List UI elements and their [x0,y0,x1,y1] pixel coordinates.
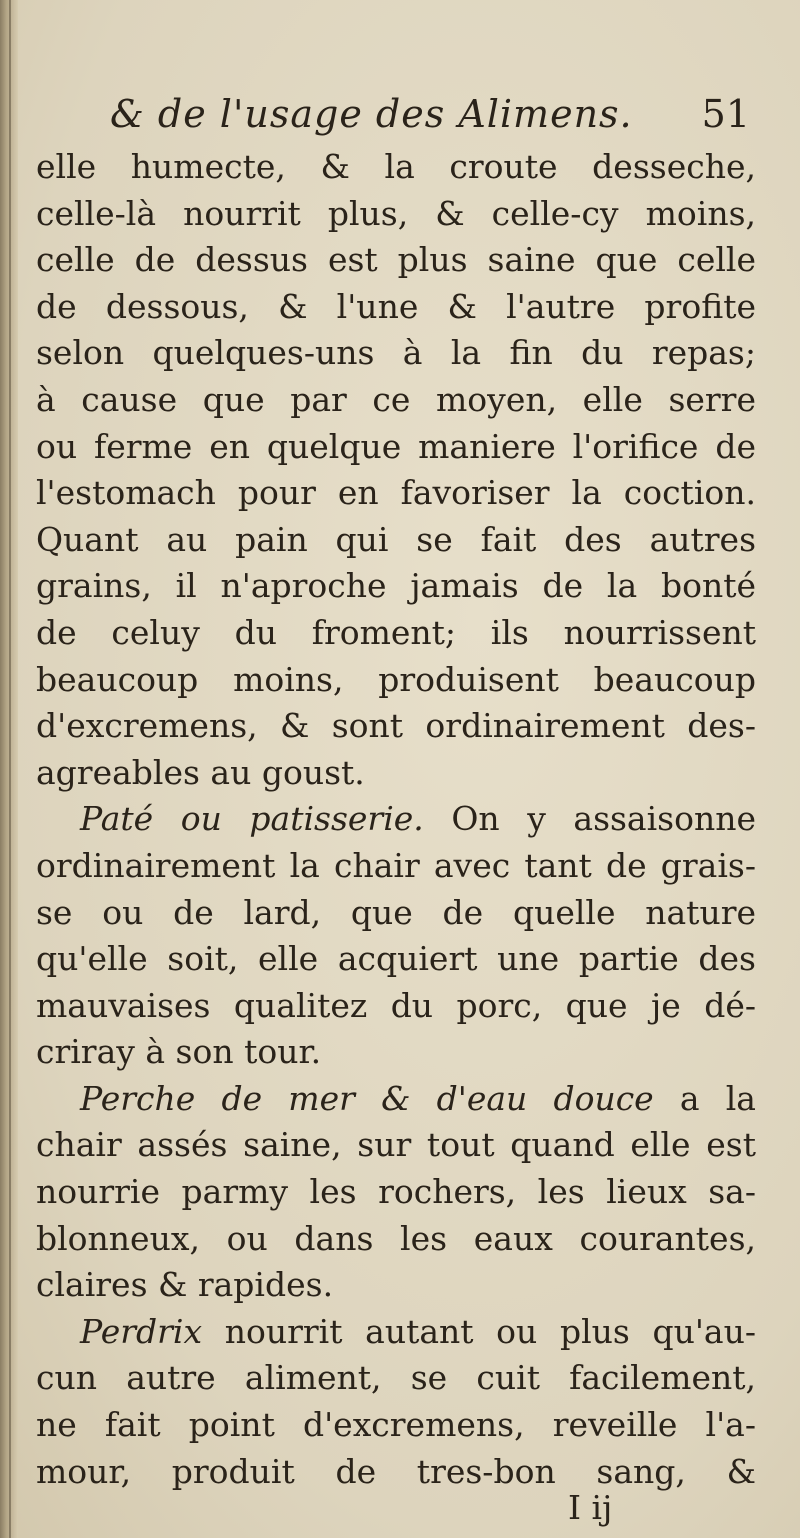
text-line: chair assés saine, sur tout quand elle est [36,1125,756,1165]
text-line: celle-là nourrit plus, & celle-cy moins, [36,193,756,233]
text-line: de dessous, & l'une & l'autre profite [36,286,756,326]
entry-perche-first-line [36,1076,756,1123]
text-line: ou ferme en quelque maniere l'orifice de [36,426,756,466]
text-line: mauvaises qualitez du porc, que je dé- [36,985,756,1025]
text-line: ne fait point d'excremens, reveille l'a- [36,1405,756,1445]
page-number: 51 [701,92,750,136]
text-line: ordinairement la chair avec tant de grais- [36,845,756,885]
signature-mark: I ij [568,1488,613,1527]
entry-text: a la [679,1078,756,1118]
text-line: de celuy du froment; ils nourrissent [36,612,756,652]
entry-term-pate: Paté ou patisserie. [80,799,424,839]
page-header [110,92,750,142]
text-line: à cause que par ce moyen, elle serre [36,379,756,419]
entry-pate-first-line [36,796,756,843]
text-line: l'estomach pour en favoriser la coction. [36,473,756,513]
running-title: & de l'usage des Alimens. [110,92,633,136]
text-line: cun autre aliment, se cuit facilement, [36,1358,756,1398]
text-line: nourrie parmy les rochers, les lieux sa- [36,1172,756,1212]
entry-term-perdrix: Perdrix [80,1311,203,1351]
text-line: claires & rapides. [36,1265,334,1305]
text-line: se ou de lard, que de quelle nature [36,892,756,932]
entry-perdrix-first-line [36,1309,756,1356]
text-line: qu'elle soit, elle acquiert une partie des [36,939,756,979]
text-line: d'excremens, & sont ordinairement des- [36,706,756,746]
text-line: criray à son tour. [36,1032,322,1072]
text-line: elle humecte, & la croute desseche, [36,147,756,186]
text-line: mour, produit de tres-bon sang, & [36,1451,756,1491]
text-line: grains, il n'aproche jamais de la bonté [36,566,756,606]
text-line: selon quelques-uns à la fin du repas; [36,333,756,373]
binding-line [9,0,11,1538]
text-line: celle de dessus est plus saine que celle [36,240,756,280]
text-line: agreables au goust. [36,752,365,792]
entry-term-perche: Perche de mer & d'eau douce [80,1078,654,1118]
entry-text: nourrit autant ou plus qu'au- [224,1311,756,1351]
text-line: Quant au pain qui se fait des autres [36,519,756,559]
text-line: beaucoup moins, produisent beaucoup [36,659,756,699]
body-text [36,144,756,1495]
text-line: blonneux, ou dans les eaux courantes, [36,1218,756,1258]
entry-text: On y assaisonne [451,799,756,839]
